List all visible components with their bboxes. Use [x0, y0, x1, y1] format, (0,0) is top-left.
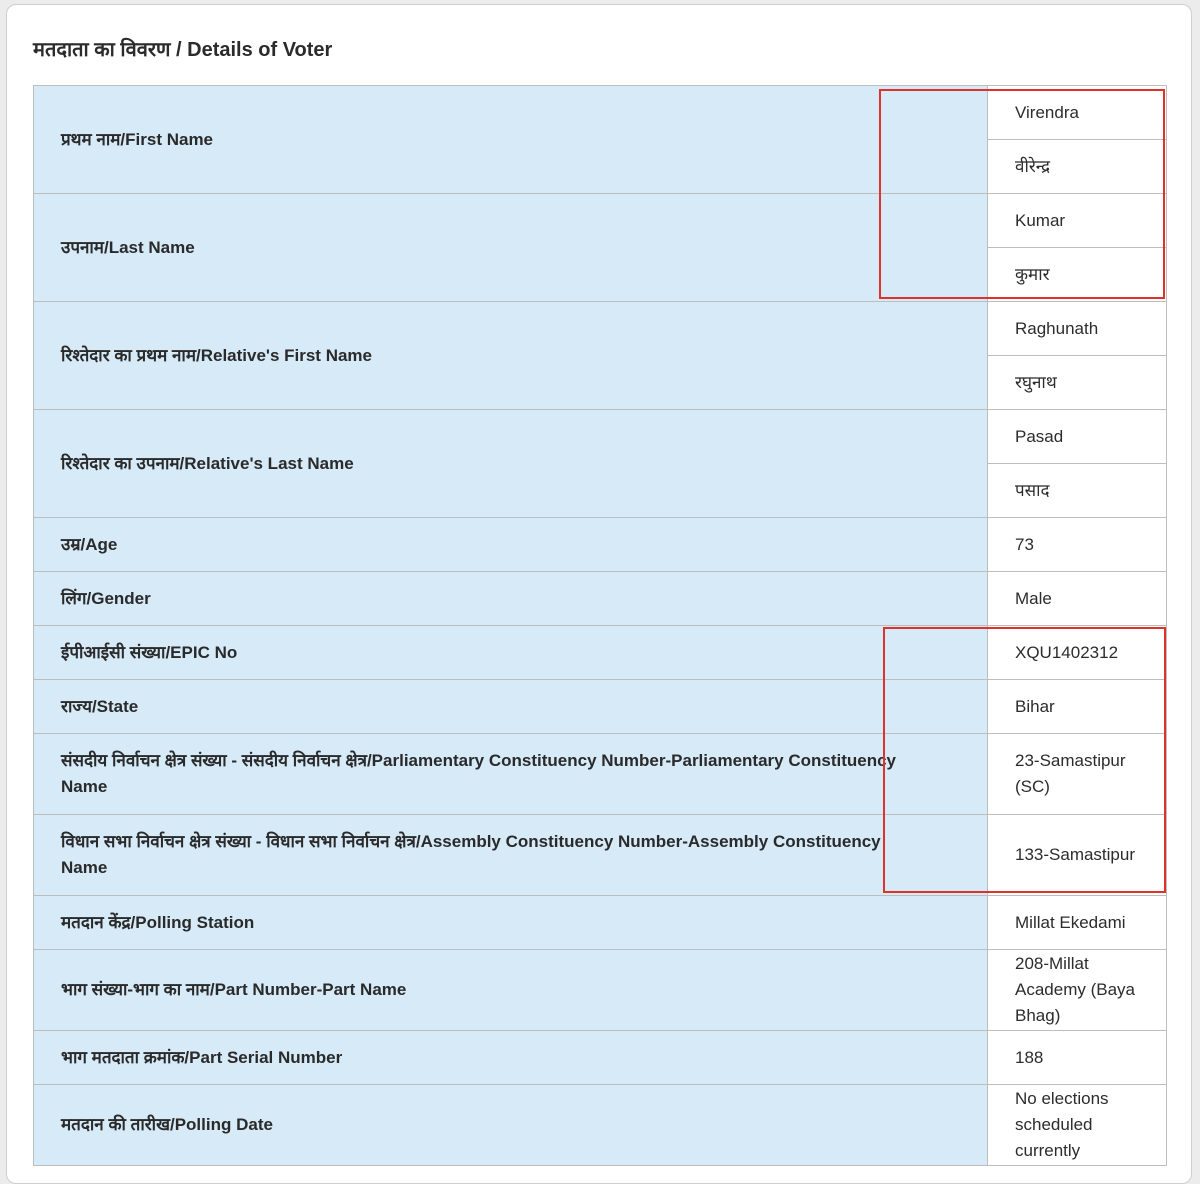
row-label-assembly-constituency: विधान सभा निर्वाचन क्षेत्र संख्या - विधान सभा निर्वाचन क्षेत्र/Assembly Constituency Number-Assembly Constituency Name	[34, 815, 988, 896]
value-last-name-english: Kumar	[988, 194, 1167, 248]
table-row	[34, 896, 1167, 950]
row-label-epic-no: ईपीआईसी संख्या/EPIC No	[34, 626, 988, 680]
value-gender: Male	[988, 572, 1167, 626]
value-relative-last-name-hindi: पसाद	[988, 464, 1167, 518]
value-polling-station: Millat Ekedami	[988, 896, 1167, 950]
table-row	[34, 410, 1167, 464]
row-label-last-name: उपनाम/Last Name	[34, 194, 988, 302]
row-label-polling-station: मतदान केंद्र/Polling Station	[34, 896, 988, 950]
value-first-name-english: Virendra	[988, 86, 1167, 140]
section-title: मतदाता का विवरण / Details of Voter	[33, 39, 333, 61]
row-label-parliamentary-constituency: संसदीय निर्वाचन क्षेत्र संख्या - संसदीय निर्वाचन क्षेत्र/Parliamentary Constituency Number-Parliamentary Constituency Name	[34, 734, 988, 815]
table-row	[34, 194, 1167, 248]
value-first-name-hindi: वीरेन्द्र	[988, 140, 1167, 194]
table-row	[34, 950, 1167, 1031]
table-row	[34, 1085, 1167, 1166]
value-age: 73	[988, 518, 1167, 572]
row-label-first-name: प्रथम नाम/First Name	[34, 86, 988, 194]
row-label-relative-first-name: रिश्तेदार का प्रथम नाम/Relative's First Name	[34, 302, 988, 410]
table-row	[34, 302, 1167, 356]
value-relative-first-name-english: Raghunath	[988, 302, 1167, 356]
row-label-gender: लिंग/Gender	[34, 572, 988, 626]
value-part-number: 208-Millat Academy (Baya Bhag)	[988, 950, 1167, 1031]
table-row	[34, 815, 1167, 896]
voter-details-card	[6, 4, 1192, 1184]
value-polling-date: No elections scheduled currently	[988, 1085, 1167, 1166]
value-epic-no: XQU1402312	[988, 626, 1167, 680]
table-row	[34, 734, 1167, 815]
row-label-state: राज्य/State	[34, 680, 988, 734]
table-row	[34, 1031, 1167, 1085]
row-label-part-serial-number: भाग मतदाता क्रमांक/Part Serial Number	[34, 1031, 988, 1085]
row-label-relative-last-name: रिश्तेदार का उपनाम/Relative's Last Name	[34, 410, 988, 518]
value-part-serial-number: 188	[988, 1031, 1167, 1085]
row-label-polling-date: मतदान की तारीख/Polling Date	[34, 1085, 988, 1166]
table-row	[34, 626, 1167, 680]
value-parliamentary-constituency: 23-Samastipur (SC)	[988, 734, 1167, 815]
voter-details-table	[33, 85, 1167, 1166]
row-label-part-number: भाग संख्या-भाग का नाम/Part Number-Part Name	[34, 950, 988, 1031]
value-relative-last-name-english: Pasad	[988, 410, 1167, 464]
value-last-name-hindi: कुमार	[988, 248, 1167, 302]
row-label-age: उम्र/Age	[34, 518, 988, 572]
table-row	[34, 680, 1167, 734]
table-row	[34, 518, 1167, 572]
value-relative-first-name-hindi: रघुनाथ	[988, 356, 1167, 410]
value-assembly-constituency: 133-Samastipur	[988, 815, 1167, 896]
table-row	[34, 86, 1167, 140]
table-row	[34, 572, 1167, 626]
value-state: Bihar	[988, 680, 1167, 734]
